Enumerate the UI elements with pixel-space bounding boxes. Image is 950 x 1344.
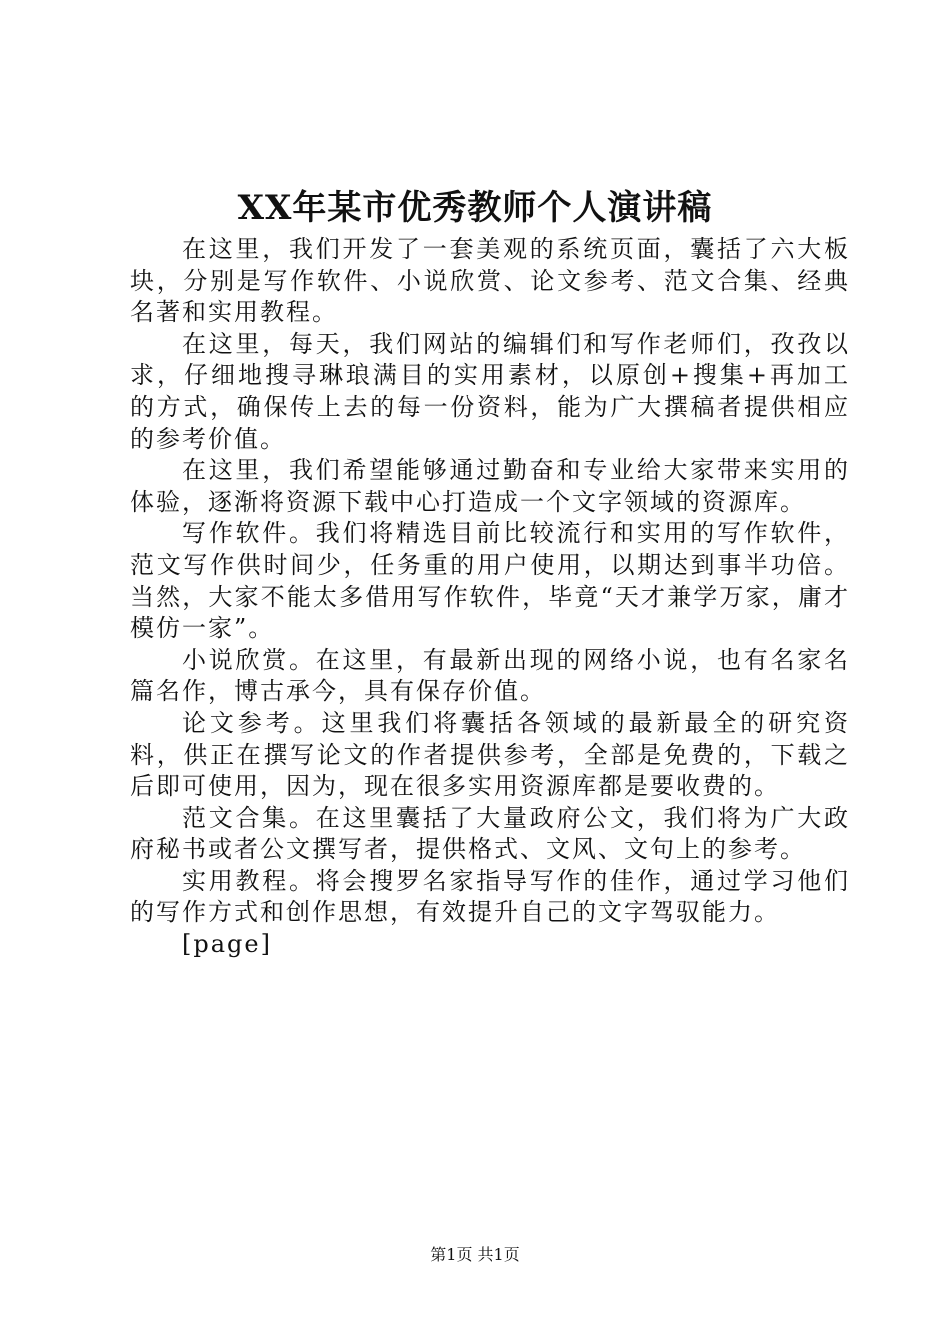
paragraph-daily-work: 在这里，每天，我们网站的编辑们和写作老师们，孜孜以求，仔细地搜寻琳琅满目的实用素材，以原创+搜集+再加工的方式，确保传上去的每一份资料，能为广大撰稿者提供相应的参考价值。 [130,329,850,453]
paragraph-writing-software: 写作软件。我们将精选目前比较流行和实用的写作软件，范文写作供时间少，任务重的用户使用，以期达到事半功倍。当然，大家不能太多借用写作软件，毕竟“天才兼学万家，庸才模仿一家”。 [130,519,850,643]
paragraph-samples: 范文合集。在这里囊括了大量政府公文，我们将为广大政府秘书或者公文撰写者，提供格式、文风、文句上的参考。 [130,803,850,864]
page-marker: [page] [182,930,272,959]
paragraph-novels: 小说欣赏。在这里，有最新出现的网络小说，也有名家名篇名作，博古承今，具有保存价值。 [130,645,850,706]
paragraph-papers: 论文参考。这里我们将囊括各领域的最新最全的研究资料，供正在撰写论文的作者提供参考，全部是免费的，下载之后即可使用，因为，现在很多实用资源库都是要收费的。 [130,708,850,801]
page-footer: 第1页 共1页 [430,1245,520,1264]
paragraph-intro: 在这里，我们开发了一套美观的系统页面，囊括了六大板块，分别是写作软件、小说欣赏、论文参考、范文合集、经典名著和实用教程。 [130,235,850,327]
paragraph-tutorials: 实用教程。将会搜罗名家指导写作的佳作，通过学习他们的写作方式和创作思想，有效提升自己的文字驾驭能力。 [130,866,850,927]
document-body [130,234,850,961]
document-title: XX年某市优秀教师个人演讲稿 [237,188,713,228]
paragraph-hope: 在这里，我们希望能够通过勤奋和专业给大家带来实用的体验，逐渐将资源下载中心打造成一个文字领域的资源库。 [130,456,850,516]
